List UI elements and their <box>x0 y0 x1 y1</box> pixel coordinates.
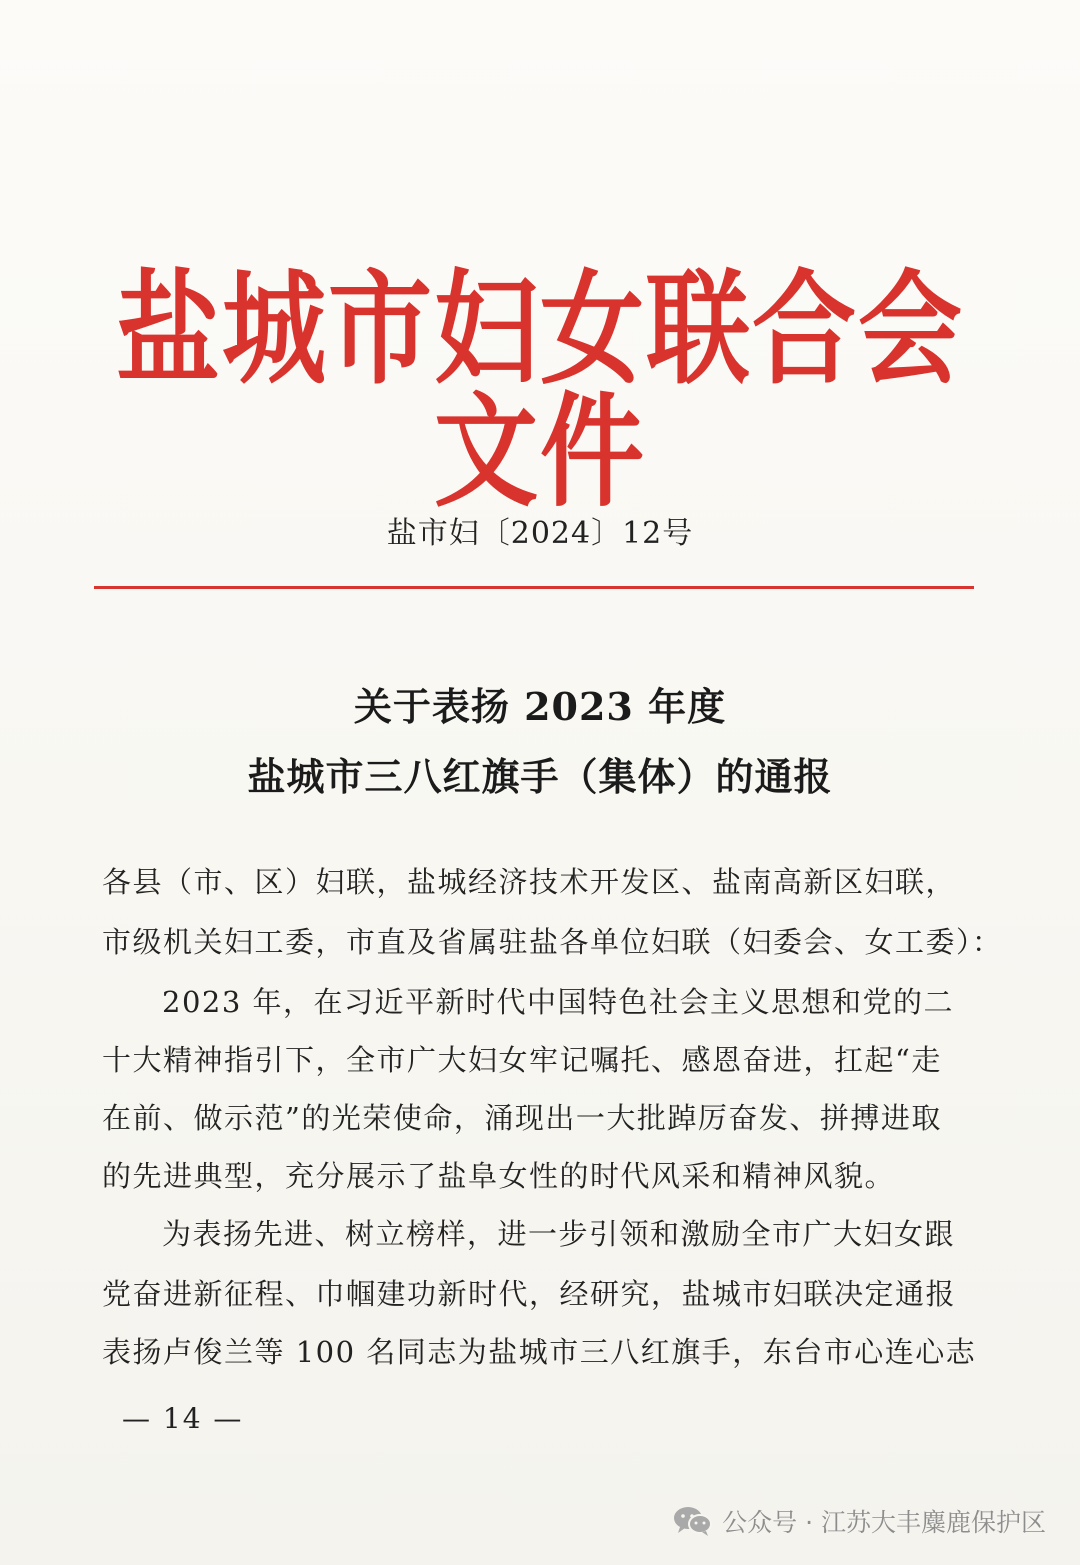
notice-title-line-2: 盐城市三八红旗手（集体）的通报 <box>247 754 833 799</box>
red-divider-line <box>94 586 974 589</box>
paragraph-1-line-1: 2023 年，在习近平新时代中国特色社会主义思想和党的二 <box>162 985 955 1019</box>
document-masthead: 盐城市妇女联合会文件 <box>115 257 964 525</box>
addressee-line-2: 市级机关妇工委，市直及省属驻盐各单位妇联（妇委会、女工委）： <box>102 925 1003 959</box>
paragraph-1-line-4: 的先进典型，充分展示了盐阜女性的时代风采和精神风貌。 <box>102 1159 896 1193</box>
source-watermark <box>672 1503 1046 1539</box>
document-number: 盐市妇〔2024〕12号 <box>386 516 694 551</box>
paragraph-2-line-3: 表扬卢俊兰等 100 名同志为盐城市三八红旗手，东台市心连心志 <box>102 1335 977 1369</box>
paragraph-1-line-3: 在前、做示范”的光荣使命，涌现出一大批踔厉奋发、拼搏进取 <box>102 1101 942 1135</box>
notice-title-line-1: 关于表扬 2023 年度 <box>353 684 727 729</box>
page-number: — 14 — <box>122 1402 244 1435</box>
paragraph-2-line-1: 为表扬先进、树立榜样，进一步引领和激励全市广大妇女跟 <box>162 1217 956 1251</box>
watermark-text: 公众号 · 江苏大丰麋鹿保护区 <box>722 1508 1046 1537</box>
paragraph-1-line-2: 十大精神指引下，全市广大妇女牢记嘱托、感恩奋进，扛起“走 <box>102 1043 942 1077</box>
paragraph-2-line-2: 党奋进新征程、巾帼建功新时代，经研究，盐城市妇联决定通报 <box>102 1277 957 1311</box>
addressee-line-1: 各县（市、区）妇联，盐城经济技术开发区、盐南高新区妇联， <box>102 865 957 899</box>
show-through-text <box>88 104 1008 159</box>
wechat-icon <box>672 1505 714 1537</box>
